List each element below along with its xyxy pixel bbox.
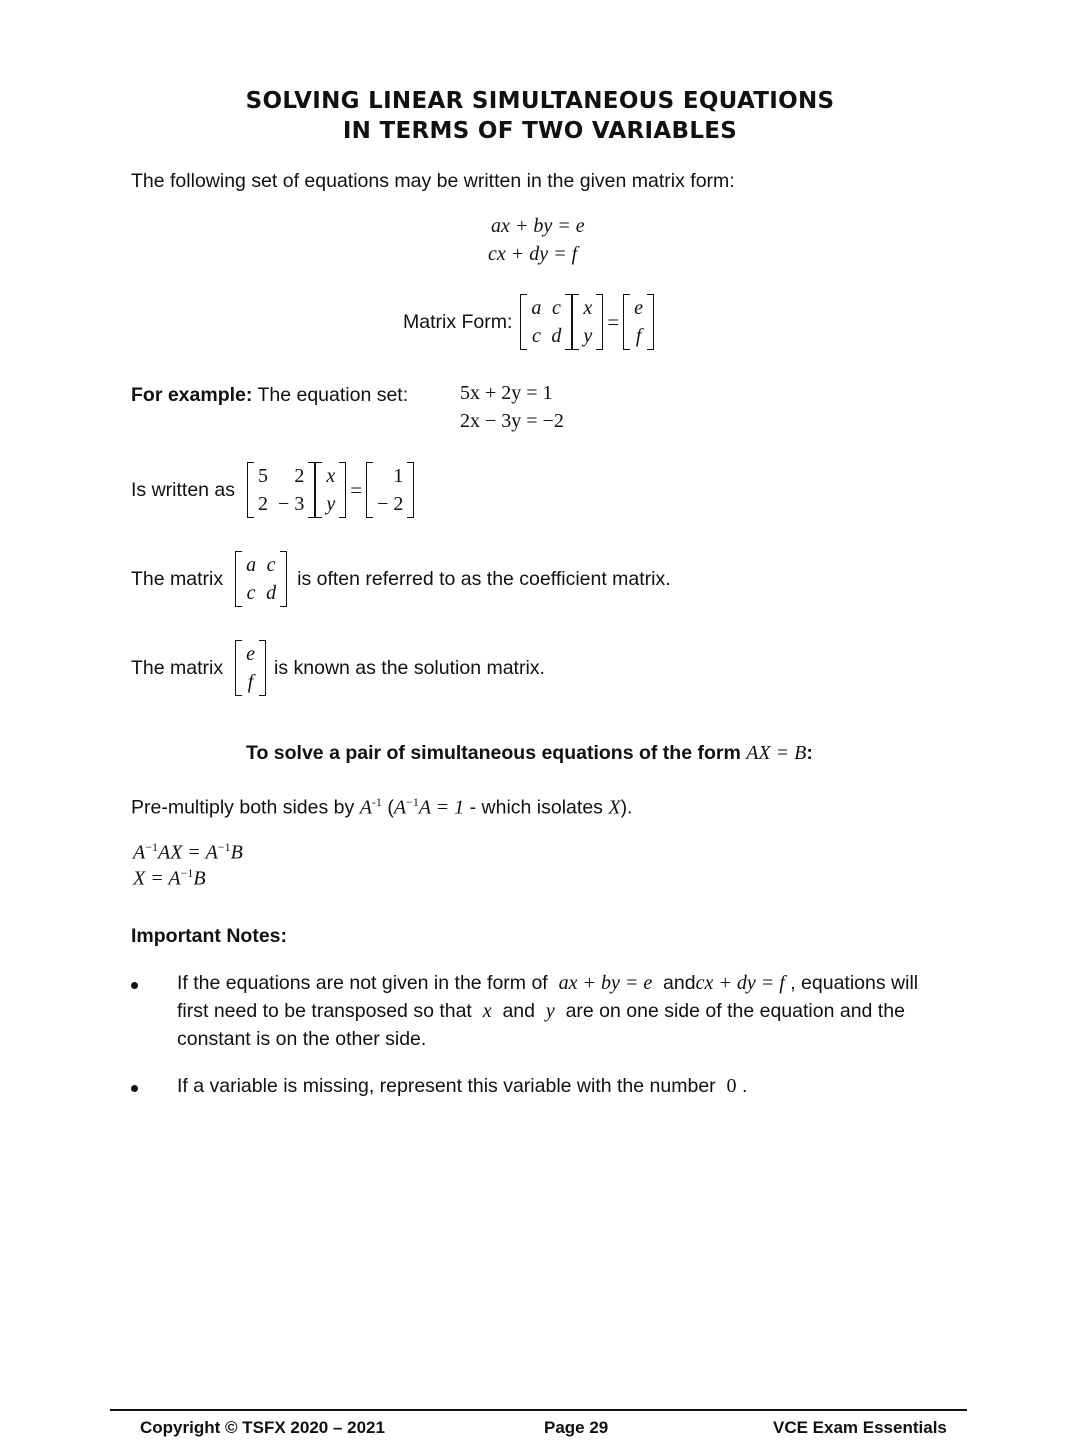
example-variable-matrix: x y bbox=[315, 462, 346, 518]
footer-page-number: Page 29 bbox=[544, 1418, 609, 1437]
example-matrix-row bbox=[131, 462, 414, 518]
matrix-form-label: Matrix Form: bbox=[403, 311, 513, 333]
coefficient-note-suffix: is often referred to as the coefficient matrix. bbox=[297, 568, 671, 590]
general-equation-2: cx + dy = f bbox=[488, 243, 578, 265]
example-intro: For example: The equation set: bbox=[131, 384, 409, 406]
solution-note bbox=[131, 640, 545, 696]
page-title-line-1: SOLVING LINEAR SIMULTANEOUS EQUATIONS bbox=[245, 88, 835, 114]
footer-divider bbox=[110, 1409, 967, 1411]
example-equation-2: 2x − 3y = −2 bbox=[460, 410, 564, 432]
coefficient-note-prefix: The matrix bbox=[131, 568, 224, 590]
note-1: If the equations are not given in the form of ax + by = e andcx + dy = f , equations will first need to be transposed so that x and y are on one side of the equation and the constant is on the other side. bbox=[177, 972, 919, 1050]
solve-heading: To solve a pair of simultaneous equations of the form AX = B: bbox=[246, 742, 813, 764]
footer-copyright: Copyright © TSFX 2020 – 2021 bbox=[140, 1418, 385, 1437]
derivation-line-2: $X = A^{-1}B$ bbox=[133, 866, 206, 890]
derivation-line-1: $A^{-1}AX = A^{-1}B$ bbox=[133, 840, 243, 864]
page-title-line-2: IN TERMS OF TWO VARIABLES bbox=[342, 118, 738, 144]
premultiply-text: Pre-multiply both sides by $A^{-1}$ ($A^{-1}A = 1$ - which isolates X). bbox=[131, 795, 633, 819]
bullet-icon bbox=[131, 1085, 138, 1092]
general-equation-1: ax + by = e bbox=[491, 215, 585, 237]
written-as-label: Is written as bbox=[131, 479, 236, 501]
solution-note-suffix: is known as the solution matrix. bbox=[274, 657, 545, 679]
note-2: If a variable is missing, represent this variable with the number 0 . bbox=[177, 1075, 748, 1097]
solution-note-prefix: The matrix bbox=[131, 657, 224, 679]
general-rhs-matrix: e f bbox=[623, 294, 654, 350]
bullet-icon bbox=[131, 982, 138, 989]
equals-sign: = bbox=[607, 309, 620, 334]
variable-matrix: x y bbox=[572, 294, 603, 350]
equals-sign: = bbox=[350, 477, 363, 502]
general-coefficient-matrix: a c c d bbox=[520, 294, 572, 350]
coefficient-matrix: a c c d bbox=[235, 551, 287, 607]
important-notes-heading: Important Notes: bbox=[131, 925, 287, 947]
intro-text: The following set of equations may be written in the given matrix form: bbox=[131, 170, 735, 192]
example-equation-1: 5x + 2y = 1 bbox=[460, 382, 553, 404]
matrix-form bbox=[403, 294, 654, 350]
footer-series-title: VCE Exam Essentials bbox=[773, 1418, 947, 1437]
solution-matrix: e f bbox=[235, 640, 266, 696]
coefficient-note bbox=[131, 551, 671, 607]
example-rhs-matrix: 1 − 2 bbox=[366, 462, 414, 518]
example-coefficient-matrix: 5 2 2 − 3 bbox=[247, 462, 315, 518]
